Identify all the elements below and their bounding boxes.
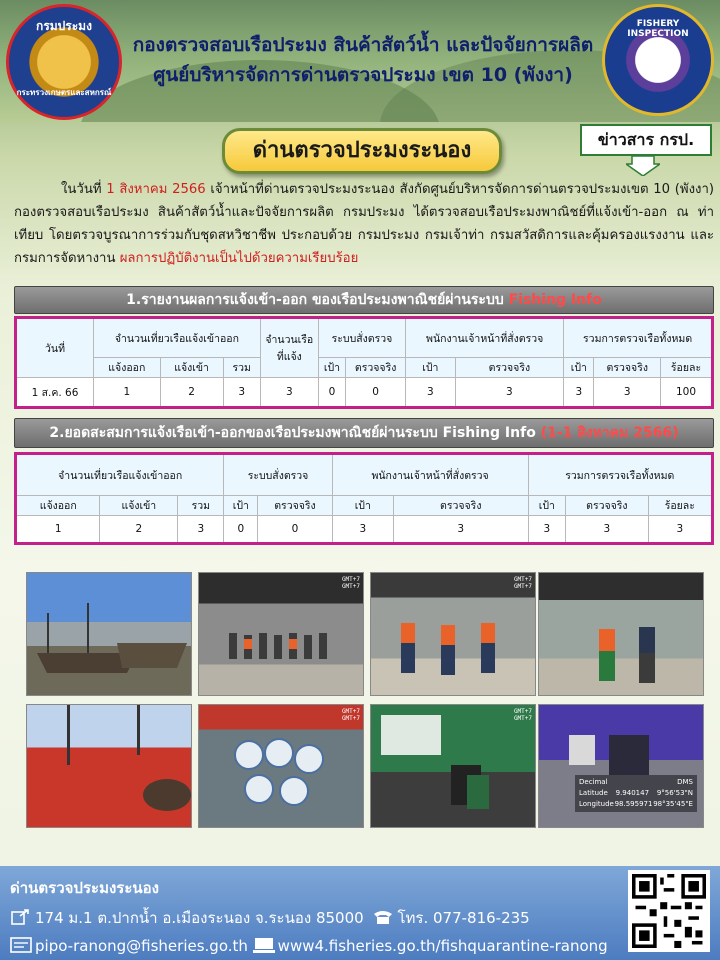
news-paragraph (14, 178, 714, 270)
logo-right-text-top: FISHERY INSPECTION (627, 19, 689, 39)
table-cell: 0 (346, 378, 406, 408)
col-percent: ร้อยละ (661, 358, 713, 378)
table-cell: 3 (648, 516, 712, 544)
paragraph-result: ผลการปฏิบัติงานเป็นไปด้วยความเรียบร้อย (119, 251, 359, 266)
gps-lat-dms: 9°56'53"N (656, 789, 693, 797)
col-trips: จำนวนเที่ยวเรือแจ้งเข้าออก (16, 454, 224, 496)
department-of-fisheries-logo (6, 4, 122, 120)
table-row (16, 516, 713, 544)
col-ordered: ระบบสั่งตรวจ (318, 318, 405, 358)
gps-decimal-label: Decimal (579, 778, 608, 786)
table-cell: 1 (94, 378, 161, 408)
photo-fish-hold (198, 704, 364, 828)
col-percent: ร้อยละ (648, 496, 712, 516)
footer-website[interactable]: www4.fisheries.go.th/fishquarantine-ranong (277, 937, 608, 955)
report-table-daily (14, 316, 714, 409)
col-target: เป้า (332, 496, 393, 516)
footer-web-line (10, 936, 608, 955)
table-cell: 3 (564, 378, 594, 408)
footer-contact-line (10, 906, 530, 930)
col-target: เป้า (224, 496, 258, 516)
gps-lon-decimal: 98.595971 (614, 800, 653, 808)
col-out: แจ้งออก (94, 358, 161, 378)
table-row (16, 378, 713, 408)
computer-icon (253, 936, 275, 954)
section2-title-highlight: (1-1 สิงหาคม 2566) (540, 425, 679, 441)
col-boats: จำนวนเรือที่แจ้ง (260, 318, 318, 378)
table-cell: 3 (528, 516, 566, 544)
photo-wheelhouse (370, 704, 536, 828)
news-tag: ข่าวสาร กรป. (580, 124, 712, 156)
table-cell: 3 (594, 378, 661, 408)
paragraph-text: เจ้าหน้าที่ด่านตรวจประมงระนอง สังกัดศูนย์บริหารจัดการด่านตรวจประมงเขต 10 (พังงา) กองตรวจสอบเรือประมง สินค้าสัตว์น้ำและปัจจัยการผลิต กรมประมง ได้ตรวจสอบเรือประมงพาณิชย์ที่แจ้งเข้า-ออก ณ ท่าเทียบ โดยตรวจบูรณาการร่วมกับชุดสหวิชาชีพ ประกอบด้วย กรมประมง กรมเจ้าท่า กรมสวัสดิการและคุ้มครองแรงงาน และกรมการจัดหางาน (14, 182, 715, 266)
col-in: แจ้งเข้า (100, 496, 178, 516)
col-ordered: ระบบสั่งตรวจ (224, 454, 332, 496)
photo-inspection-officers (370, 572, 536, 696)
email-icon (10, 936, 32, 954)
footer-email[interactable]: pipo-ranong@fisheries.go.th (35, 937, 248, 955)
header-title-line2: ศูนย์บริหารจัดการด่านตรวจประมง เขต 10 (พังงา) (153, 64, 573, 86)
col-officer: พนักงานเจ้าหน้าที่สั่งตรวจ (332, 454, 528, 496)
station-banner: ด่านตรวจประมงระนอง (222, 128, 502, 174)
table-cell: 2 (100, 516, 178, 544)
report-table-cumulative (14, 452, 714, 545)
col-target: เป้า (406, 358, 455, 378)
header-title-line1: กองตรวจสอบเรือประมง สินค้าสัตว์น้ำ และปัจจัยการผลิต (132, 34, 594, 56)
table-cell: 1 ส.ค. 66 (16, 378, 94, 408)
table-cell: 100 (661, 378, 713, 408)
table-cell: 3 (223, 378, 260, 408)
col-actual: ตรวจจริง (455, 358, 564, 378)
table-cell: 3 (566, 516, 649, 544)
col-sum: รวม (223, 358, 260, 378)
photo-timestamp: GMT+7 GMT+7 (513, 576, 532, 590)
col-trips: จำนวนเที่ยวเรือแจ้งเข้าออก (94, 318, 261, 358)
col-sum: รวม (178, 496, 224, 516)
footer-address: 174 ม.1 ต.ปากน้ำ อ.เมืองระนอง จ.ระนอง 85000 (35, 909, 364, 927)
photo-boat-deck (26, 704, 192, 828)
photo-timestamp: GMT+7 GMT+7 (341, 708, 360, 722)
footer-station-name: ด่านตรวจประมงระนอง (10, 879, 159, 897)
table-cell: 1 (16, 516, 100, 544)
col-in: แจ้งเข้า (160, 358, 223, 378)
qr-code[interactable] (628, 870, 710, 952)
col-target: เป้า (528, 496, 566, 516)
location-icon (10, 908, 32, 926)
photo-timestamp: GMT+7 GMT+7 (341, 576, 360, 590)
gps-lon-dms: 98°35'45"E (653, 800, 693, 808)
gps-lon-label: Longitude (579, 800, 614, 808)
col-target: เป้า (564, 358, 594, 378)
photo-officer-interview (538, 572, 704, 696)
table-cell: 3 (393, 516, 528, 544)
gps-lat-label: Latitude (579, 789, 608, 797)
table-cell: 3 (406, 378, 455, 408)
table-cell: 3 (178, 516, 224, 544)
phone-icon (372, 908, 394, 926)
col-total: รวมการตรวจเรือทั้งหมด (564, 318, 713, 358)
col-date: วันที่ (16, 318, 94, 378)
col-actual: ตรวจจริง (258, 496, 332, 516)
page-header (0, 0, 720, 122)
table-cell: 0 (224, 516, 258, 544)
footer-phone[interactable]: โทร. 077-816-235 (397, 909, 530, 927)
col-out: แจ้งออก (16, 496, 100, 516)
photo-team-group (198, 572, 364, 696)
section2-title (14, 418, 714, 448)
fishery-inspection-logo (602, 4, 714, 116)
gps-overlay (575, 775, 697, 812)
photo-timestamp: GMT+7 GMT+7 (513, 708, 532, 722)
table-cell: 0 (318, 378, 345, 408)
table-cell: 2 (160, 378, 223, 408)
paragraph-date: 1 สิงหาคม 2566 (106, 182, 206, 197)
logo-text-bottom: กระทรวงเกษตรและสหกรณ์ (16, 88, 112, 97)
logo-text-top: กรมประมง (36, 19, 92, 33)
down-arrow-icon (626, 156, 660, 176)
table-cell: 3 (332, 516, 393, 544)
col-actual: ตรวจจริง (594, 358, 661, 378)
photo-gps-location (538, 704, 704, 828)
col-actual: ตรวจจริง (346, 358, 406, 378)
section1-title-highlight: Fishing Info (508, 292, 602, 308)
photo-boats-at-pier (26, 572, 192, 696)
section1-title (14, 286, 714, 314)
gps-dms-label: DMS (677, 778, 693, 786)
col-officer: พนักงานเจ้าหน้าที่สั่งตรวจ (406, 318, 564, 358)
header-title (128, 30, 598, 90)
table-cell: 3 (455, 378, 564, 408)
col-target: เป้า (318, 358, 345, 378)
page-footer (0, 866, 720, 960)
col-actual: ตรวจจริง (566, 496, 649, 516)
photo-gallery (26, 572, 704, 834)
paragraph-text: ในวันที่ (60, 182, 107, 197)
gps-lat-decimal: 9.940147 (615, 789, 650, 797)
col-total: รวมการตรวจเรือทั้งหมด (528, 454, 712, 496)
qr-code-icon (632, 874, 706, 948)
col-actual: ตรวจจริง (393, 496, 528, 516)
section2-title-text: 2.ยอดสะสมการแจ้งเรือเข้า-ออกของเรือประมงพาณิชย์ผ่านระบบ Fishing Info (49, 425, 541, 441)
section1-title-text: 1.รายงานผลการแจ้งเข้า-ออก ของเรือประมงพาณิชย์ผ่านระบบ (126, 292, 509, 308)
table-cell: 0 (258, 516, 332, 544)
table-cell: 3 (260, 378, 318, 408)
